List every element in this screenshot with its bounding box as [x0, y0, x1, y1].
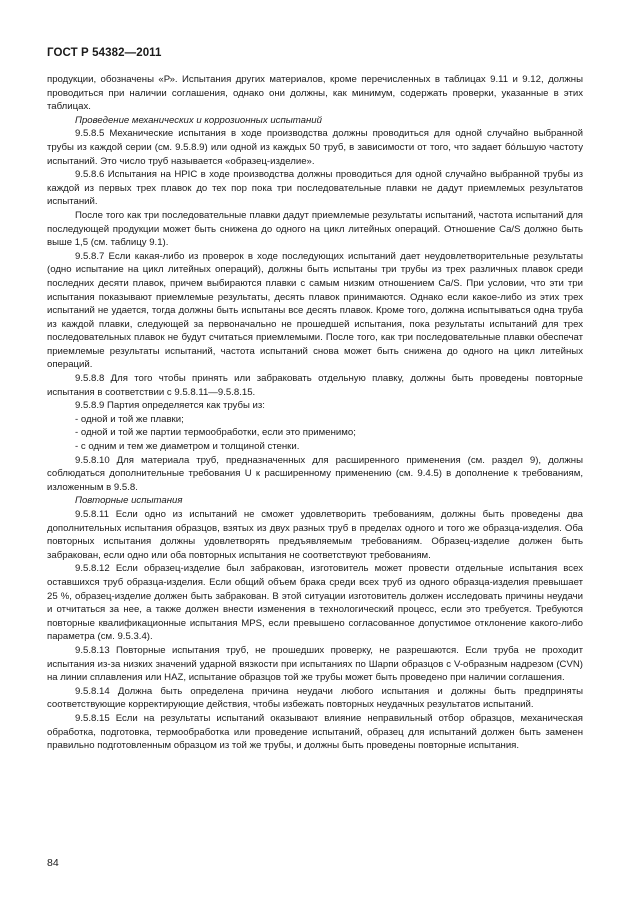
paragraph: 9.5.8.14 Должна быть определена причина неудачи любого испытания и должны быть предприняты соответствующие корректирующие действия, чтобы избежать повторных неудачных результатов испытаний.	[47, 685, 583, 711]
paragraph: - одной и той же партии термообработки, если это применимо;	[75, 427, 356, 439]
document-body	[47, 73, 583, 753]
document-header: ГОСТ Р 54382—2011	[47, 47, 162, 59]
paragraph: 9.5.8.15 Если на результаты испытаний оказывают влияние неправильный отбор образцов, механическая обработка, подготовка, термообработка или проведение испытаний, образец для испытаний должен быть заменен правильно подготовленным образцом из той же трубы, и должны быть проведены повторные испытания.	[47, 712, 583, 752]
paragraph: 9.5.8.12 Если образец-изделие был забракован, изготовитель может провести отдельные испытания всех оставшихся труб образца-изделия. Если общий объем брака среди всех труб из одного образца-изделия превышает 25 %, образец-изделие должен быть забракован. В этой ситуации изготовитель должен исследовать причины неудачи и отчитаться за нее, а также должен внести изменения в технологический процесс, если это требуется. Требуются повторные квалификационные испытания MPS, если превышено согласованное допустимое отклонение какого-либо параметра (см. 9.5.3.4).	[47, 563, 583, 643]
paragraph: После того как три последовательные плавки дадут приемлемые результаты испытаний, частота испытаний для последующей продукции может быть снижена до одного на цикл литейных операций. Отношение Ca/S должно быть выше 1,5 (см. таблицу 9.1).	[47, 209, 583, 249]
page-number: 84	[47, 857, 59, 869]
paragraph: 9.5.8.9 Партия определяется как трубы из:	[75, 400, 265, 412]
paragraph: 9.5.8.6 Испытания на HPIC в ходе производства должны проводиться для одной случайно выбранной трубы из каждой из первых трех плавок до тех пор пока три последовательные плавки не дадут приемлемых результатов испытаний.	[47, 169, 583, 208]
paragraph: 9.5.8.10 Для материала труб, предназначенных для расширенного применения (см. раздел 9), должны соблюдаться дополнительные требования U к расширенному применению (см. 9.4.5) в дополнение к требованиям, изложенным в 9.5.8.	[47, 454, 583, 493]
paragraph: - одной и той же плавки;	[75, 413, 184, 425]
paragraph: 9.5.8.8 Для того чтобы принять или забраковать отдельную плавку, должны быть проведены повторные испытания в соответствии с 9.5.8.11—9.5.8.15.	[47, 373, 583, 398]
paragraph: продукции, обозначены «Р». Испытания других материалов, кроме перечисленных в таблицах 9.11 и 9.12, должны проводиться при наличии соглашения, однако они должны, как минимум, содержать проверки, указанные в этих таблицах.	[47, 74, 583, 113]
section-subheading: Повторные испытания	[75, 495, 183, 507]
paragraph: 9.5.8.11 Если одно из испытаний не сможет удовлетворить требованиям, должны быть проведены два дополнительных испытания образцов, взятых из двух разных труб в пределах одного и того же образца-изделия. Оба повторных испытания должны удовлетворять предъявляемым требованиям. Образец-изделие должен быть забракован, если одно или оба повторных испытания не соответствуют требованиям.	[47, 509, 583, 561]
paragraph: 9.5.8.13 Повторные испытания труб, не прошедших проверку, не разрешаются. Если труба не проходит испытания из-за низких значений ударной вязкости при испытаниях по Шарпи образцов с V-образным надрезом (CVN) на линии сплавления или HAZ, испытание образцов той же трубы может быть проведено при наличии соглашения.	[47, 644, 583, 684]
paragraph: - с одним и тем же диаметром и толщиной стенки.	[75, 441, 300, 453]
paragraph: 9.5.8.5 Механические испытания в ходе производства должны проводиться для одной случайно выбранной трубы из каждой серии (см. 9.5.8.9) или одной из каждых 50 труб, в зависимости от того, что задает бо́льшую частоту испытаний. Это число труб называется «образец-изделие».	[47, 128, 583, 167]
paragraph: 9.5.8.7 Если какая-либо из проверок в ходе последующих испытаний дает неудовлетворительные результаты (одно испытание на цикл литейных операций), должны быть испытаны три трубы из трех различных плавок среди последних десяти плавок, причем выбираются плавки с самым низким отношением Ca/S. При условии, что эти три испытания показывают приемлемые результаты, десять плавок принимаются. Однако если какое-либо из этих трех испытаний не удается, тогда должны быть испытаны все десять плавок. Кроме того, должна испытываться одна труба из каждой плавки, следующей за первоначально не прошедшей испытания, пока результаты испытаний для трех последовательных плавок не будут считаться приемлемыми. После того, как три последовательные плавки обеспечат приемлемые результаты испытаний, частота испытаний снова может быть снижена до одного на цикл литейных операций.	[47, 250, 583, 371]
section-subheading: Проведение механических и коррозионных испытаний	[75, 114, 322, 126]
